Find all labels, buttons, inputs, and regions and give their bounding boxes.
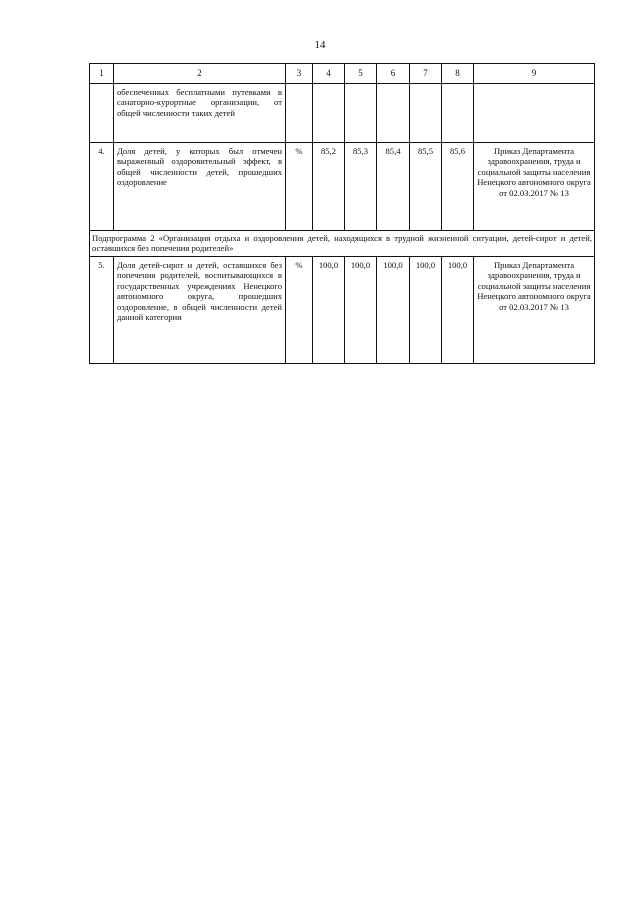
source-cell — [474, 84, 595, 143]
value-cell — [442, 84, 474, 143]
unit-cell: % — [286, 143, 313, 231]
subprogram-row — [90, 231, 595, 257]
source-cell: Приказ Департамента здравоохранения, труда и социальной защиты населения Ненецкого автономного округа от 02.03.2017 № 13 — [474, 257, 595, 364]
value-cell: 100,0 — [442, 257, 474, 364]
table-row — [90, 257, 595, 364]
value-cell: 100,0 — [410, 257, 442, 364]
value-cell — [410, 84, 442, 143]
table-row — [90, 84, 595, 143]
value-cell: 85,2 — [313, 143, 345, 231]
row-number — [90, 84, 114, 143]
value-cell: 85,6 — [442, 143, 474, 231]
header-cell: 6 — [377, 64, 410, 84]
indicators-table — [89, 63, 595, 364]
subprogram-title: Подпрограмма 2 «Организация отдыха и оздоровления детей, находящихся в трудной жизненной ситуации, детей-сирот и детей, оставшихся без попечения родителей» — [90, 231, 595, 257]
value-cell: 85,4 — [377, 143, 410, 231]
header-cell: 7 — [410, 64, 442, 84]
value-cell — [313, 84, 345, 143]
table-row — [90, 143, 595, 231]
indicator-description: Доля детей, у которых был отмечен выраженный оздоровительный эффект, в общей численности детей, прошедших оздоровление — [114, 143, 286, 231]
header-cell: 9 — [474, 64, 595, 84]
source-cell: Приказ Департамента здравоохранения, труда и социальной защиты населения Ненецкого автономного округа от 02.03.2017 № 13 — [474, 143, 595, 231]
row-number: 5. — [90, 257, 114, 364]
value-cell: 85,3 — [345, 143, 377, 231]
header-cell: 5 — [345, 64, 377, 84]
value-cell: 100,0 — [345, 257, 377, 364]
page-number: 14 — [314, 39, 326, 51]
header-cell: 8 — [442, 64, 474, 84]
value-cell — [377, 84, 410, 143]
value-cell: 100,0 — [377, 257, 410, 364]
unit-cell: % — [286, 257, 313, 364]
header-cell: 2 — [114, 64, 286, 84]
value-cell: 85,5 — [410, 143, 442, 231]
unit-cell — [286, 84, 313, 143]
indicator-description: Доля детей-сирот и детей, оставшихся без попечения родителей, воспитывающихся в государственных учреждениях Ненецкого автономного округа, прошедших оздоровление, в общей численности детей данной категории — [114, 257, 286, 364]
table-header-row — [90, 64, 595, 84]
header-cell: 4 — [313, 64, 345, 84]
row-number: 4. — [90, 143, 114, 231]
header-cell: 1 — [90, 64, 114, 84]
value-cell — [345, 84, 377, 143]
value-cell: 100,0 — [313, 257, 345, 364]
indicator-description: обеспеченных бесплатными путевками в санаторно-курортные организации, от общей численности таких детей — [114, 84, 286, 143]
header-cell: 3 — [286, 64, 313, 84]
